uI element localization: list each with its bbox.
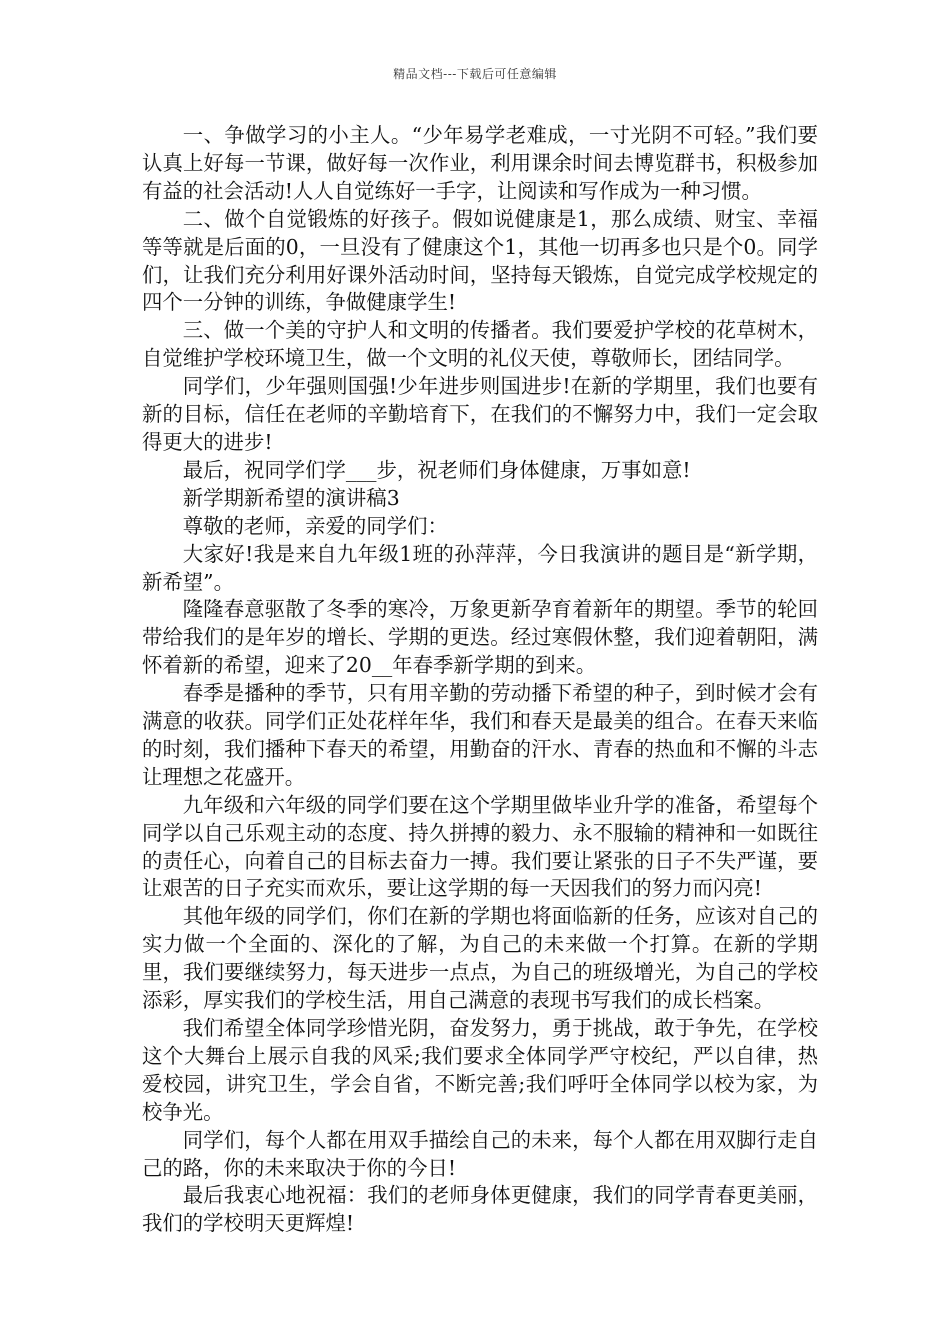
paragraph: 同学们，少年强则国强!少年进步则国进步!在新的学期里，我们也要有新的目标，信任在老师的辛勤培育下，在我们的不懈努力中，我们一定会取得更大的进步! <box>142 374 818 454</box>
paragraph: 一、争做学习的小主人。“少年易学老难成，一寸光阴不可轻。”我们要认真上好每一节课，做好每一次作业，利用课余时间去博览群书，积极参加有益的社会活动!人人自觉练好一手字，让阅读和写作成为一种习惯。 <box>142 123 818 203</box>
paragraph: 我们希望全体同学珍惜光阴，奋发努力，勇于挑战，敢于争先，在学校这个大舞台上展示自我的风采;我们要求全体同学严守校纪，严以自律，热爱校园，讲究卫生，学会自省，不断完善;我们呼吁全体同学以校为家，为校争光。 <box>142 1016 818 1124</box>
paragraph: 隆隆春意驱散了冬季的寒冷，万象更新孕育着新年的期望。季节的轮回带给我们的是年岁的增长、学期的更迭。经过寒假休整，我们迎着朝阳，满怀着新的希望，迎来了20__年春季新学期的到来。 <box>142 597 818 678</box>
paragraph: 最后，祝同学们学___步，祝老师们身体健康，万事如意! <box>182 457 691 482</box>
page-header: 精品文档---下载后可任意编辑 <box>393 67 557 81</box>
paragraph: 三、做一个美的守护人和文明的传播者。我们要爱护学校的花草树木，自觉维护学校环境卫生，做一个文明的礼仪天使，尊敬师长，团结同学。 <box>142 318 818 371</box>
paragraph: 其他年级的同学们，你们在新的学期也将面临新的任务，应该对自己的实力做一个全面的、深化的了解，为自己的未来做一个打算。在新的学期里，我们要继续努力，每天进步一点点，为自己的班级增光，为自己的学校添彩，厚实我们的学校生活，用自己满意的表现书写我们的成长档案。 <box>142 904 818 1013</box>
paragraph: 九年级和六年级的同学们要在这个学期里做毕业升学的准备，希望每个同学以自己乐观主动的态度、持久拼搏的毅力、永不服输的精神和一如既往的责任心，向着自己的目标去奋力一搏。我们要让紧张的日子不失严谨，要让艰苦的日子充实而欢乐，要让这学期的每一天因我们的努力而闪亮! <box>142 792 818 901</box>
document-body <box>142 122 818 1238</box>
paragraph: 最后我衷心地祝福：我们的老师身体更健康，我们的同学青春更美丽，我们的学校明天更辉煌! <box>142 1183 818 1236</box>
paragraph: 二、做个自觉锻炼的好孩子。假如说健康是1，那么成绩、财宝、幸福等等就是后面的0，一旦没有了健康这个1，其他一切再多也只是个0。同学们，让我们充分利用好课外活动时间，坚持每天锻炼，自觉完成学校规定的四个一分钟的训练，争做健康学生! <box>142 206 818 315</box>
paragraph: 春季是播种的季节，只有用辛勤的劳动播下希望的种子，到时候才会有满意的收获。同学们正处花样年华，我们和春天是最美的组合。在春天来临的时刻，我们播种下春天的希望，用勤奋的汗水、青春的热血和不懈的斗志让理想之花盛开。 <box>142 681 818 789</box>
salutation: 尊敬的老师，亲爱的同学们： <box>182 513 448 538</box>
section-title: 新学期新希望的演讲稿3 <box>182 485 400 510</box>
paragraph: 大家好!我是来自九年级1班的孙萍萍，今日我演讲的题目是“新学期，新希望”。 <box>142 541 818 594</box>
paragraph: 同学们，每个人都在用双手描绘自己的未来，每个人都在用双脚行走自己的路，你的未来取决于你的今日! <box>142 1127 818 1180</box>
